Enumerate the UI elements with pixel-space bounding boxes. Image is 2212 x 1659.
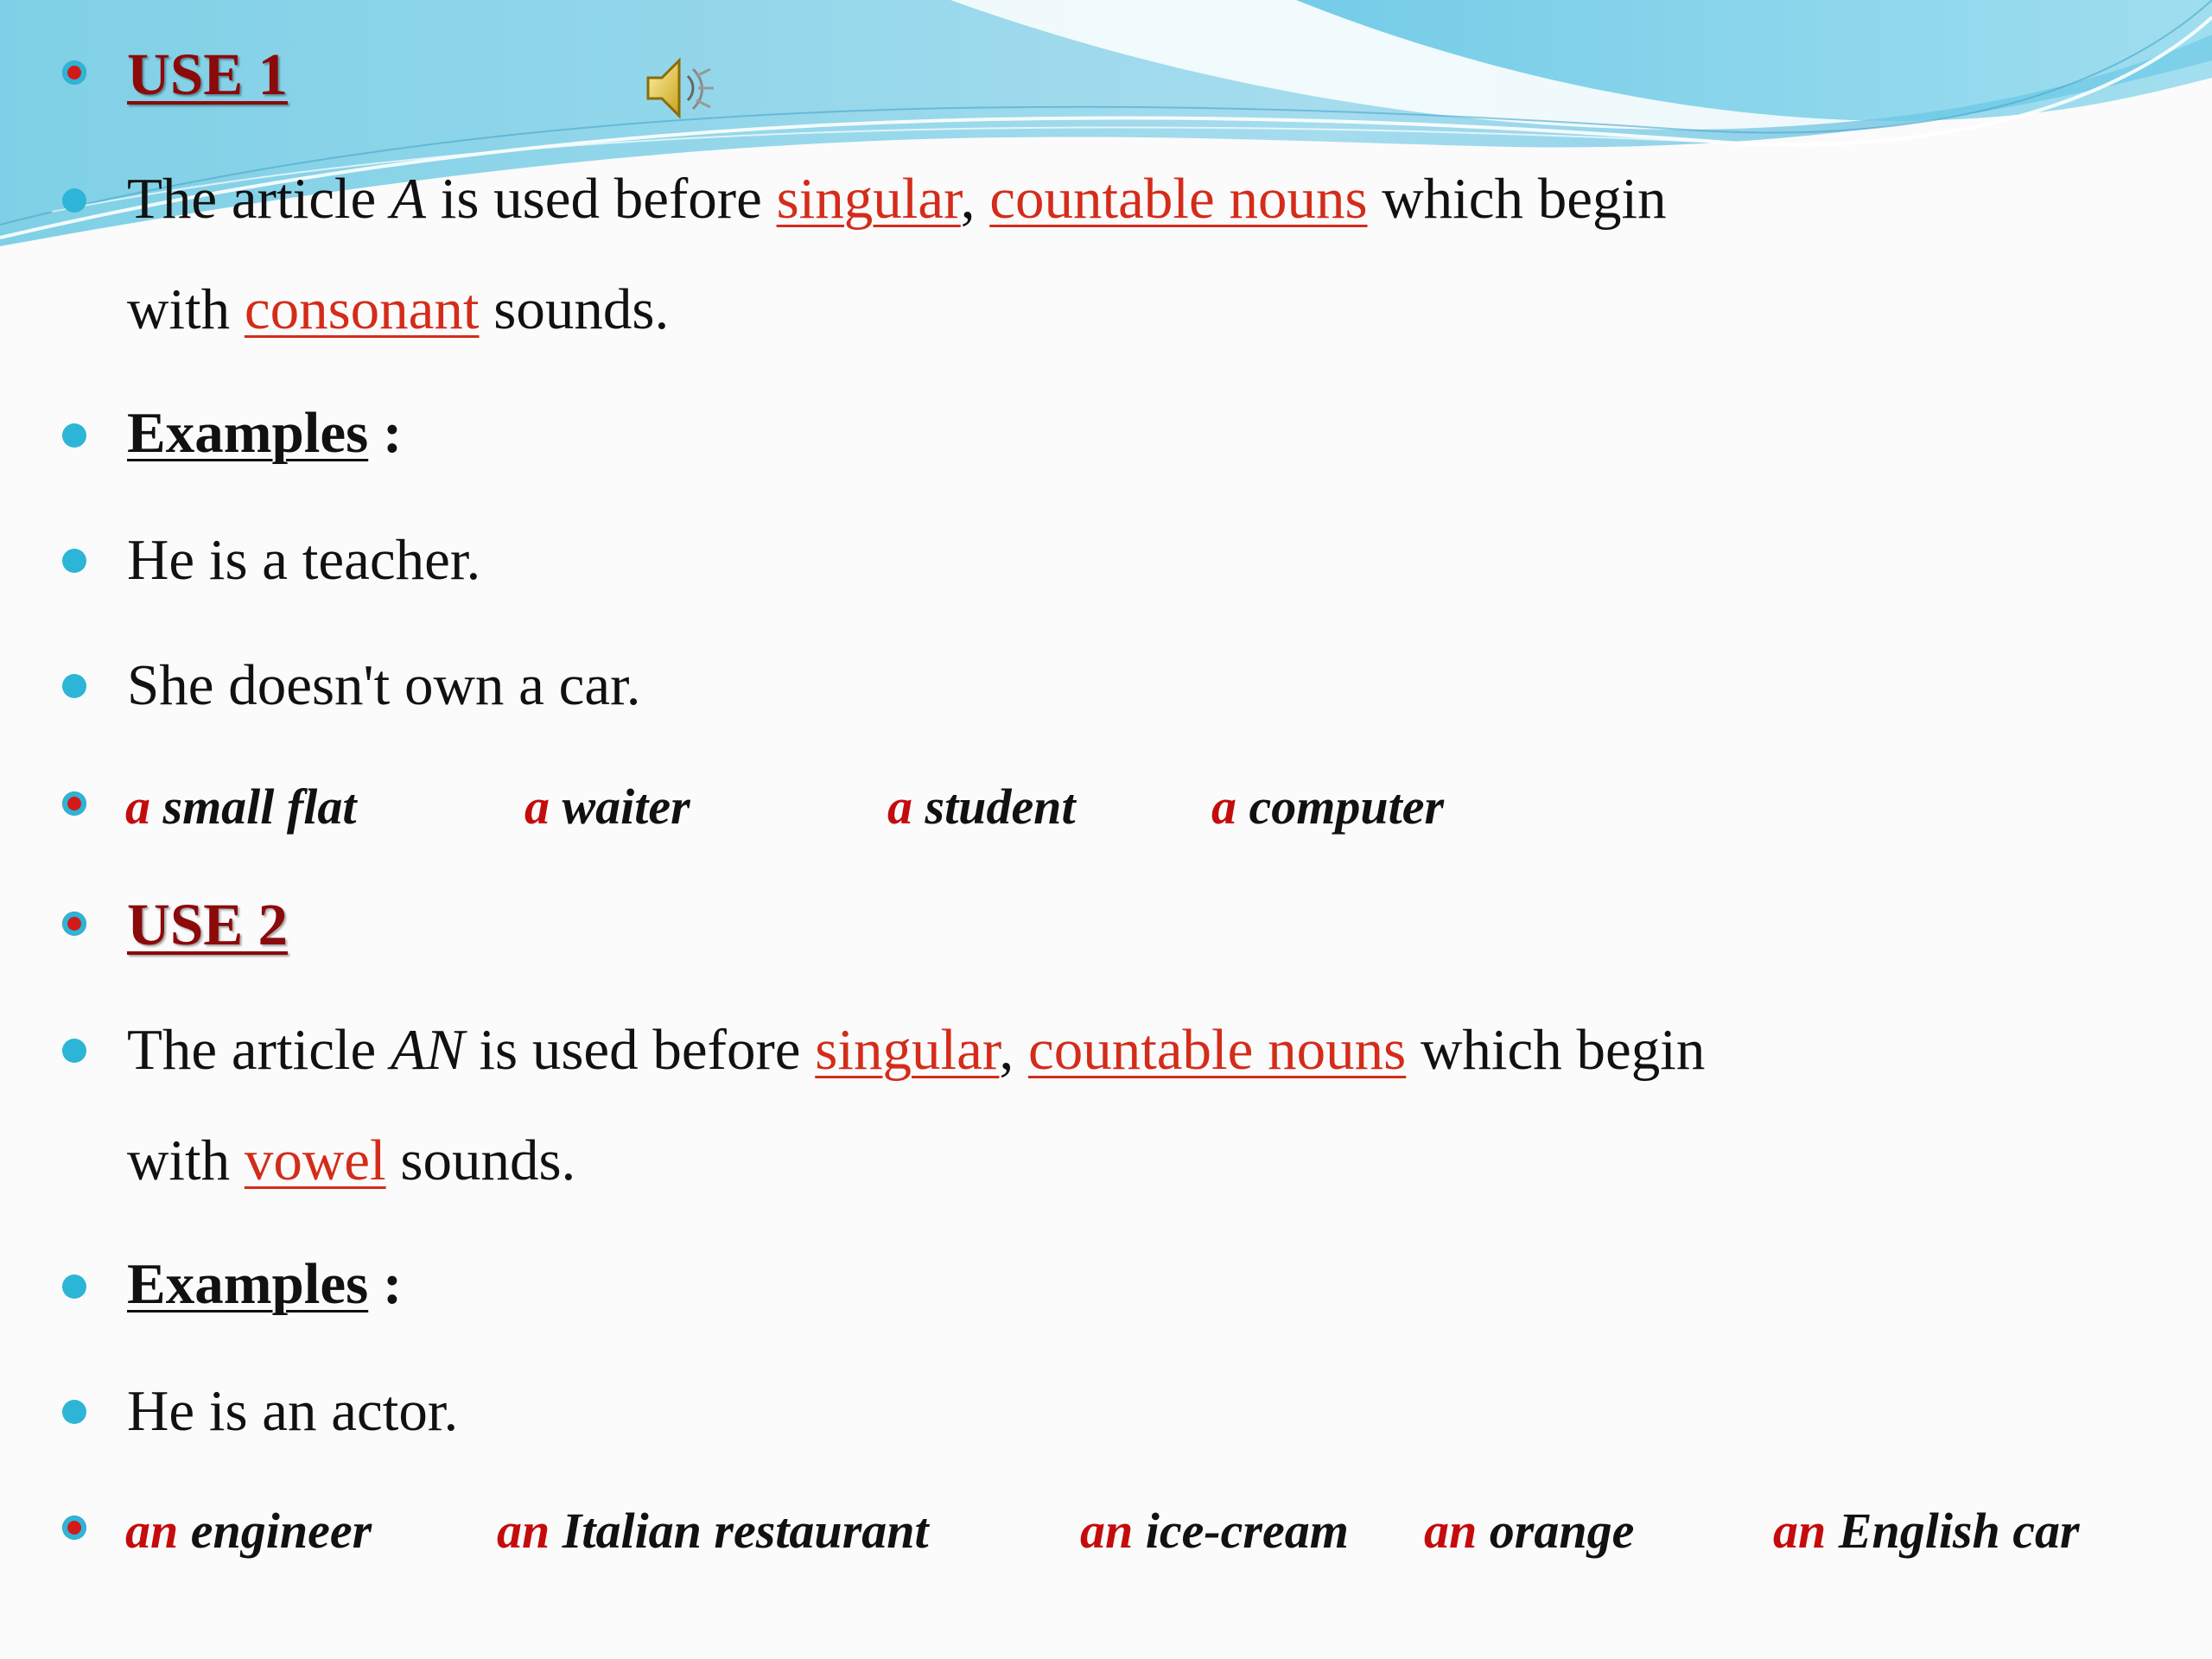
phrase-item: a small flat — [125, 779, 357, 835]
use2-examples-label: Examples : — [127, 1252, 403, 1316]
use1-example-2: She doesn't own a car. — [127, 653, 641, 717]
bullet-dot-icon — [62, 1400, 86, 1424]
bullet-ring-icon — [62, 1516, 86, 1540]
bullet-dot-icon — [62, 188, 86, 213]
highlight-consonant: consonant — [244, 277, 480, 341]
phrase-item: an Italian restaurant — [497, 1503, 929, 1559]
bullet-dot-icon — [62, 674, 86, 698]
bullet-dot-icon — [62, 1039, 86, 1063]
use2-rule-line1: The article AN is used before singular, countable nouns which begin — [127, 1018, 1706, 1082]
use1-examples-label: Examples : — [127, 401, 403, 465]
phrase-item: a waiter — [524, 779, 690, 835]
article-a: A — [391, 167, 426, 231]
bullet-dot-icon — [62, 549, 86, 573]
bullet-ring-icon — [62, 912, 86, 936]
bullet-dot-icon — [62, 423, 86, 448]
highlight-countable-nouns: countable nouns — [1027, 1018, 1407, 1082]
phrase-item: an orange — [1424, 1503, 1635, 1559]
phrase-item: a computer — [1211, 779, 1445, 835]
bullet-dot-icon — [62, 1274, 86, 1299]
phrase-item: an ice-cream — [1080, 1503, 1349, 1559]
use2-rule-line2: with vowel sounds. — [127, 1128, 576, 1192]
bullet-ring-icon — [62, 791, 86, 816]
phrase-item: an engineer — [125, 1503, 372, 1559]
use1-rule-line2: with consonant sounds. — [127, 277, 670, 341]
highlight-vowel: vowel — [244, 1128, 386, 1192]
highlight-countable-nouns: countable nouns — [989, 167, 1368, 231]
article-an: AN — [391, 1018, 465, 1082]
phrase-item: an English car — [1773, 1503, 2080, 1559]
highlight-singular: singular — [815, 1018, 1000, 1082]
bullet-ring-icon — [62, 60, 86, 85]
highlight-singular: singular — [776, 167, 961, 231]
use2-example-1: He is an actor. — [127, 1379, 459, 1443]
use1-heading: USE 1 — [127, 41, 288, 107]
speaker-icon[interactable] — [641, 50, 719, 128]
phrase-item: a student — [887, 779, 1076, 835]
use1-rule-line1: The article A is used before singular, countable nouns which begin — [127, 167, 1667, 231]
use2-heading: USE 2 — [127, 892, 288, 957]
use1-example-1: He is a teacher. — [127, 528, 481, 592]
